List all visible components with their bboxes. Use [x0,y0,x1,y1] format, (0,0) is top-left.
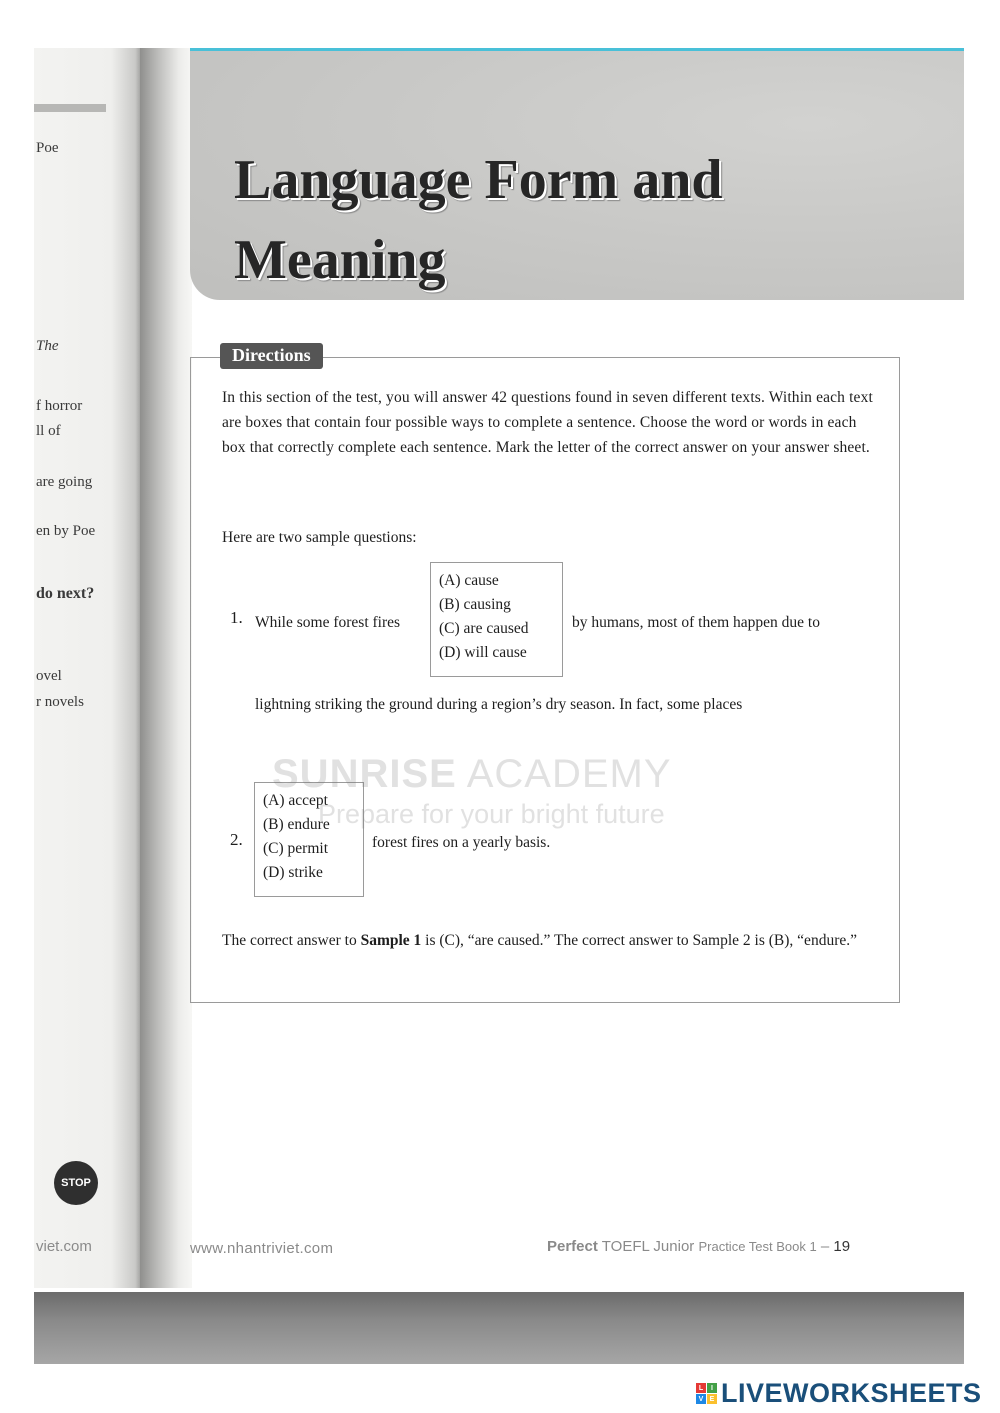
answer-option[interactable]: (B) endure [263,816,330,833]
answer-option[interactable]: (C) permit [263,840,328,857]
liveworksheets-icon [696,1383,717,1404]
footer-url: www.nhantriviet.com [190,1240,334,1257]
left-page-fragment: The [36,338,59,354]
liveworksheets-wordmark: LIVEWORKSHEETS [721,1378,982,1408]
directions-intro: In this section of the test, you will answer 42 questions found in seven different texts. Within each text are boxes that contain four possible ways to complete a sentence. Choose the word or words in each box that correctly complete each sentence. Mark the letter of the correct answer on your answer sheet. [222,389,873,456]
footer-book-title [547,1238,850,1255]
question1-choice-box [430,562,563,677]
footer-page-sep: – [816,1238,834,1255]
watermark-tagline: Prepare for your bright future [318,799,665,829]
left-page-fragment: f horror [36,398,83,414]
footer-book-mid: TOEFL Junior [597,1238,699,1255]
answer-option[interactable]: (D) will cause [439,644,527,661]
page-number: 19 [833,1238,851,1255]
answer-option[interactable]: (A) cause [439,572,499,589]
left-page-fragment: Poe [36,140,59,156]
page-title-line2: Meaning [234,229,446,291]
question-number: 2. [230,830,243,849]
left-page-fragment: are going [36,474,93,490]
left-page-fragment: ovel [36,668,62,684]
question-number: 1. [230,608,243,627]
page-title-line1: Language Form and [234,149,723,211]
book-gutter [140,48,192,1288]
liveworksheets-logo [696,1378,982,1409]
left-page-fragment: do next? [36,585,95,602]
logo-tile: V [696,1394,706,1404]
question1-text-before: While some forest fires [255,614,401,631]
logo-tile: E [707,1394,717,1404]
answer-explanation [222,928,877,953]
question2-text-after: forest fires on a yearly basis. [372,834,551,851]
question1-continuation: lightning striking the ground during a region’s dry season. In fact, some places [255,696,743,713]
left-page-rule [34,104,106,112]
answer-option[interactable]: (C) are caused [439,620,529,637]
answer-option[interactable]: (A) accept [263,792,328,809]
watermark-name [272,752,672,797]
footer-book-bold: Perfect [547,1238,598,1255]
stop-label: STOP [61,1177,91,1189]
answer-option[interactable]: (D) strike [263,864,323,881]
question1-text-after: by humans, most of them happen due to [572,614,820,631]
header-top-line [190,48,964,51]
logo-tile: L [696,1383,706,1393]
logo-tile: I [707,1383,717,1393]
sample-intro: Here are two sample questions: [222,529,417,546]
left-page-fragment: en by Poe [36,523,96,539]
watermark-name-light: ACADEMY [456,752,672,796]
watermark-name-bold: SUNRISE [272,752,457,796]
answer-option[interactable]: (B) causing [439,596,511,613]
directions-label: Directions [220,343,323,369]
page-title [234,140,723,300]
left-page-fragment: ll of [36,423,61,439]
footer-book-small: Practice Test Book 1 [698,1239,817,1254]
scan-bottom-shadow [34,1292,964,1364]
answer-text-part: is (C), “are caused.” The correct answer to Sample 2 is (B), “endure.” [421,932,857,949]
left-page-fragment: viet.com [36,1238,92,1255]
answer-sample-label: Sample 1 [360,932,422,949]
left-page-fragment: r novels [36,694,84,710]
stop-badge [54,1161,98,1205]
answer-text-part: The correct answer to [222,932,361,949]
